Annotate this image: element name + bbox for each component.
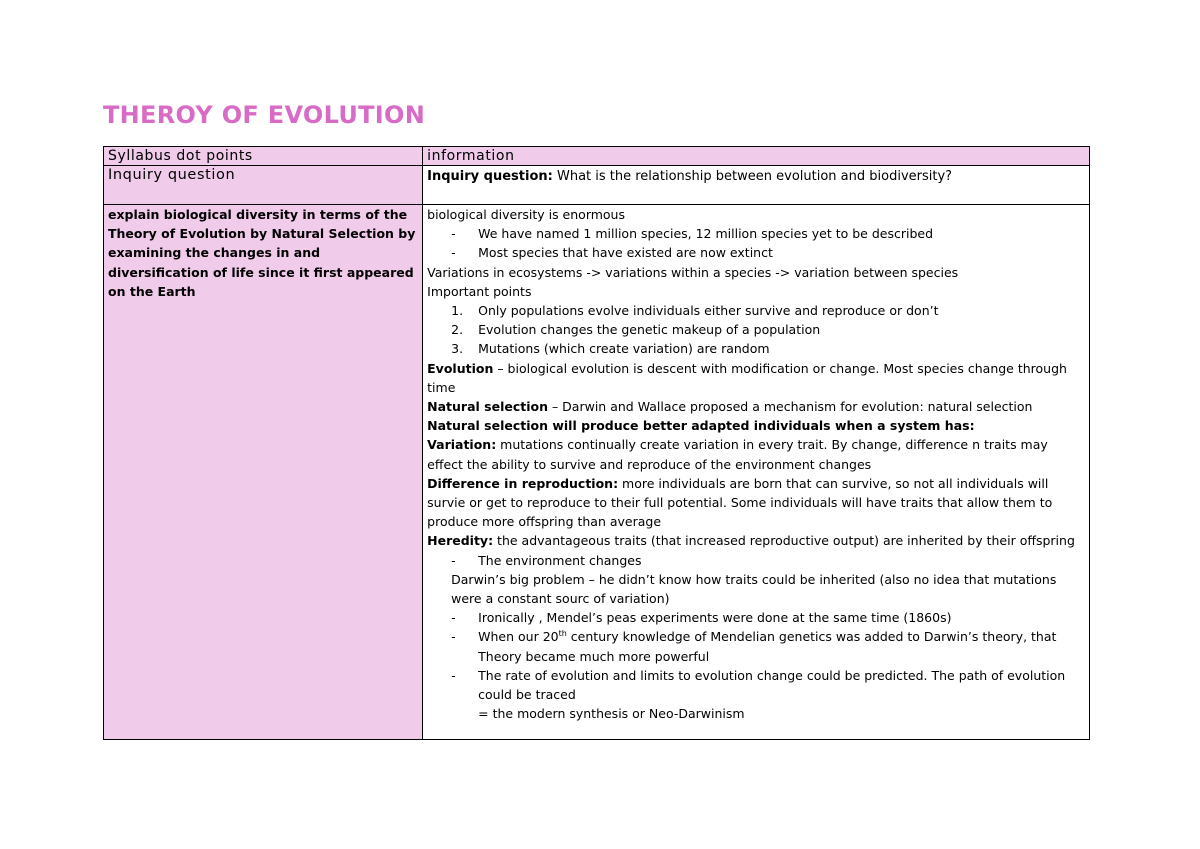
list-item-text: century knowledge of Mendelian genetics was added to Darwin’s theory, that Theory became much more powerful: [478, 629, 1057, 664]
information-cell: [423, 205, 1090, 740]
list-item: [427, 224, 1085, 243]
definition-difference-reproduction: more individuals are born that can survive, so not all individuals will survie or get to reproduce to their full potential. Some individuals will have traits that allow them to produce more offspring than average: [427, 475, 1053, 530]
number-marker: 3.: [451, 341, 464, 357]
dash-marker: -: [451, 226, 456, 242]
list-item-text: Mutations (which create variation) are random: [478, 341, 770, 357]
dash-marker: -: [451, 245, 456, 261]
inquiry-question-bold: Inquiry question:: [427, 169, 553, 184]
inquiry-question-cell: [423, 166, 1090, 205]
definition-heredity: the advantageous traits (that increased reproductive output) are inherited by their offspring: [493, 533, 1075, 549]
dash-marker: -: [451, 629, 456, 645]
info-variation: [427, 435, 1085, 473]
table-header-row: [104, 147, 1090, 166]
list-item-text: Evolution changes the genetic makeup of a population: [478, 322, 821, 338]
list-item-text: Most species that have existed are now extinct: [478, 245, 773, 261]
info-evolution: [427, 359, 1085, 397]
superscript-th: th: [558, 629, 567, 639]
inquiry-row: [104, 166, 1090, 205]
list-item: [427, 320, 1085, 339]
info-variations: Variations in ecosystems -> variations within a species -> variation between species: [427, 264, 959, 280]
list-item: [427, 551, 1085, 570]
list-item: [427, 301, 1085, 320]
list-item: [427, 666, 1085, 704]
info-darwin-problem: Darwin’s big problem – he didn’t know how traits could be inherited (also no idea that mutations were a constant sourc of variation): [451, 571, 1057, 607]
list-item-text: Ironically , Mendel’s peas experiments were done at the same time (1860s): [478, 610, 952, 626]
list-item: [427, 608, 1085, 627]
ns-heading-text: Natural selection will produce better adapted individuals when a system has:: [427, 418, 975, 434]
definition-evolution: – biological evolution is descent with modification or change. Most species change through time: [427, 360, 1067, 395]
numbered-list: [427, 301, 1085, 359]
term-difference-reproduction: Difference in reproduction:: [427, 475, 619, 491]
info-heredity: [427, 531, 1085, 550]
header-syllabus-dot-points: Syllabus dot points: [104, 147, 423, 166]
list-item-text: The environment changes: [478, 552, 642, 568]
dash-list-species: [427, 224, 1085, 262]
term-heredity: Heredity:: [427, 533, 494, 549]
info-ns-heading: [427, 416, 1085, 435]
definition-natural-selection: – Darwin and Wallace proposed a mechanism for evolution: natural selection: [547, 399, 1033, 415]
header-information: information: [423, 147, 1090, 166]
list-item-text: The rate of evolution and limits to evolution change could be predicted. The path of evolution could be traced: [478, 667, 1066, 703]
list-item: [427, 243, 1085, 262]
syllabus-table: [103, 146, 1090, 740]
list-item-text: We have named 1 million species, 12 million species yet to be described: [478, 226, 934, 242]
term-variation: Variation:: [427, 437, 497, 453]
info-modern-synthesis: = the modern synthesis or Neo-Darwinism: [478, 706, 745, 722]
dash-marker: -: [451, 610, 456, 626]
info-biodiversity: biological diversity is enormous: [427, 207, 625, 222]
info-difference-reproduction: [427, 474, 1085, 532]
info-important-points: Important points: [427, 283, 532, 299]
term-evolution: Evolution: [427, 360, 494, 376]
list-item-text: When our 20: [478, 629, 559, 645]
content-row: [104, 205, 1090, 740]
inquiry-question-label: Inquiry question: [104, 166, 423, 205]
list-item: [427, 627, 1085, 665]
inquiry-question-text: What is the relationship between evolution and biodiversity?: [552, 169, 953, 184]
dash-marker: -: [451, 667, 456, 683]
document-title: THEROY OF EVOLUTION: [103, 101, 426, 129]
list-item: [427, 339, 1085, 358]
list-item-text: Only populations evolve individuals either survive and reproduce or don’t: [478, 303, 939, 319]
dash-list-environment: [427, 551, 1085, 570]
definition-variation: mutations continually create variation in every trait. By change, difference n traits may effect the ability to survive and reproduce of the environment changes: [427, 437, 1048, 472]
info-natural-selection: [427, 397, 1085, 416]
number-marker: 1.: [451, 303, 464, 319]
number-marker: 2.: [451, 322, 464, 338]
term-natural-selection: Natural selection: [427, 399, 548, 415]
syllabus-dot-point: explain biological diversity in terms of the Theory of Evolution by Natural Selection by examining the changes in and diversification of life since it first appeared on the Earth: [104, 205, 423, 740]
dash-marker: -: [451, 552, 456, 568]
dash-list-history: [427, 608, 1085, 704]
